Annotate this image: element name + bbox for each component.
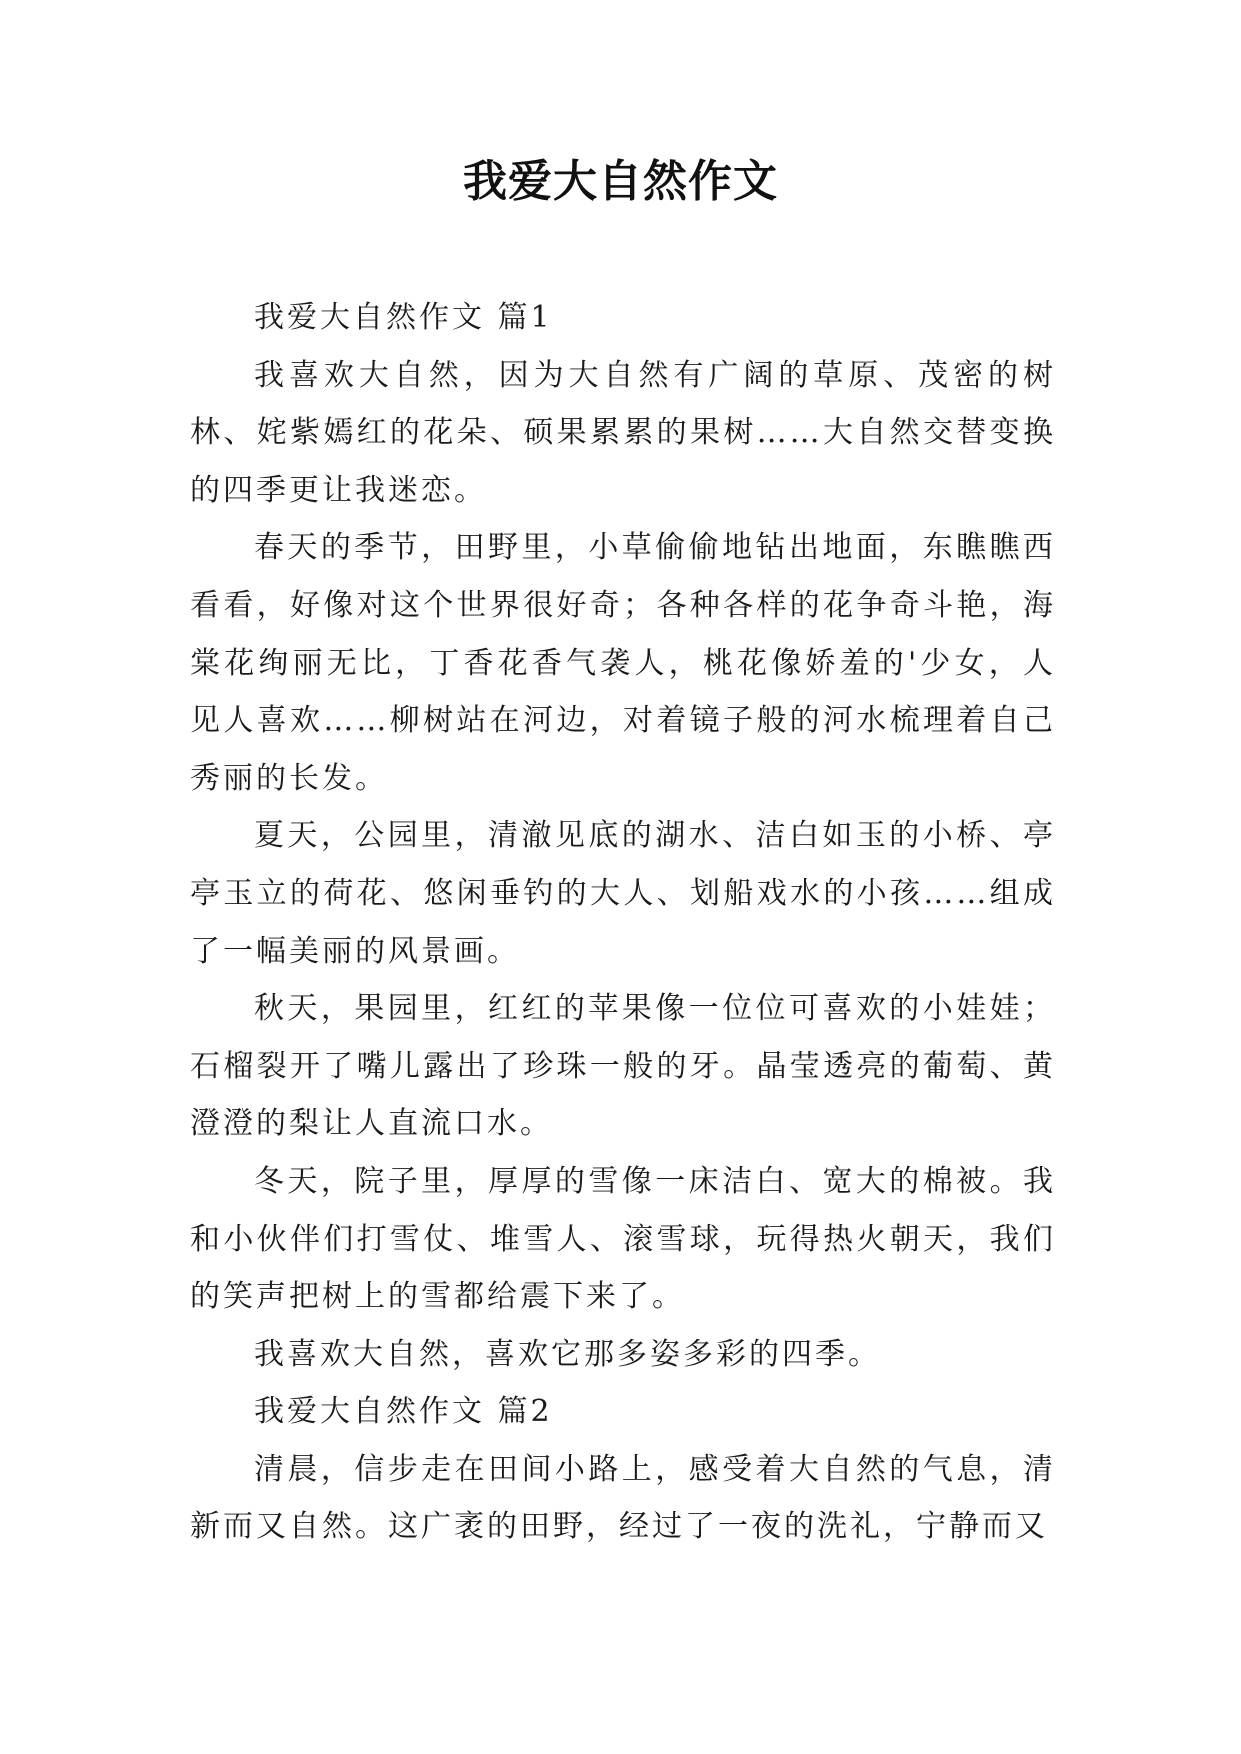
document-title: 我爱大自然作文: [463, 156, 778, 207]
paragraph-spring: 春天的季节，田野里，小草偷偷地钻出地面，东瞧瞧西看看，好像对这个世界很好奇；各种各样的花争奇斗艳，海棠花绚丽无比，丁香花香气袭人，桃花像娇羞的'少女，人见人喜欢……柳树站在河边，对着镜子般的河水梳理着自己秀丽的长发。: [190, 530, 1056, 796]
paragraph-summer: 夏天，公园里，清澈见底的湖水、洁白如玉的小桥、亭亭玉立的荷花、悠闲垂钓的大人、划船戏水的小孩……组成了一幅美丽的风景画。: [190, 818, 1056, 969]
section-heading-2: 我爱大自然作文 篇2: [254, 1394, 553, 1430]
paragraph-winter: 冬天，院子里，厚厚的雪像一床洁白、宽大的棉被。我和小伙伴们打雪仗、堆雪人、滚雪球，玩得热火朝天，我们的笑声把树上的雪都给震下来了。: [190, 1163, 1056, 1315]
document-body: [190, 289, 1056, 1556]
paragraph-intro: 我喜欢大自然，因为大自然有广阔的草原、茂密的树林、姹紫嫣红的花朵、硕果累累的果树……大自然交替变换的四季更让我迷恋。: [190, 357, 1056, 508]
paragraph-morning: 清晨，信步走在田间小路上，感受着大自然的气息，清新而又自然。这广袤的田野，经过了一夜的洗礼，宁静而又: [190, 1451, 1056, 1545]
section-heading-1: 我爱大自然作文 篇1: [254, 300, 553, 335]
paragraph-autumn: 秋天，果园里，红红的苹果像一位位可喜欢的小娃娃；石榴裂开了嘴儿露出了珍珠一般的牙。晶莹透亮的葡萄、黄澄澄的梨让人直流口水。: [190, 991, 1056, 1142]
paragraph-conclusion: 我喜欢大自然，喜欢它那多姿多彩的四季。: [254, 1336, 881, 1372]
